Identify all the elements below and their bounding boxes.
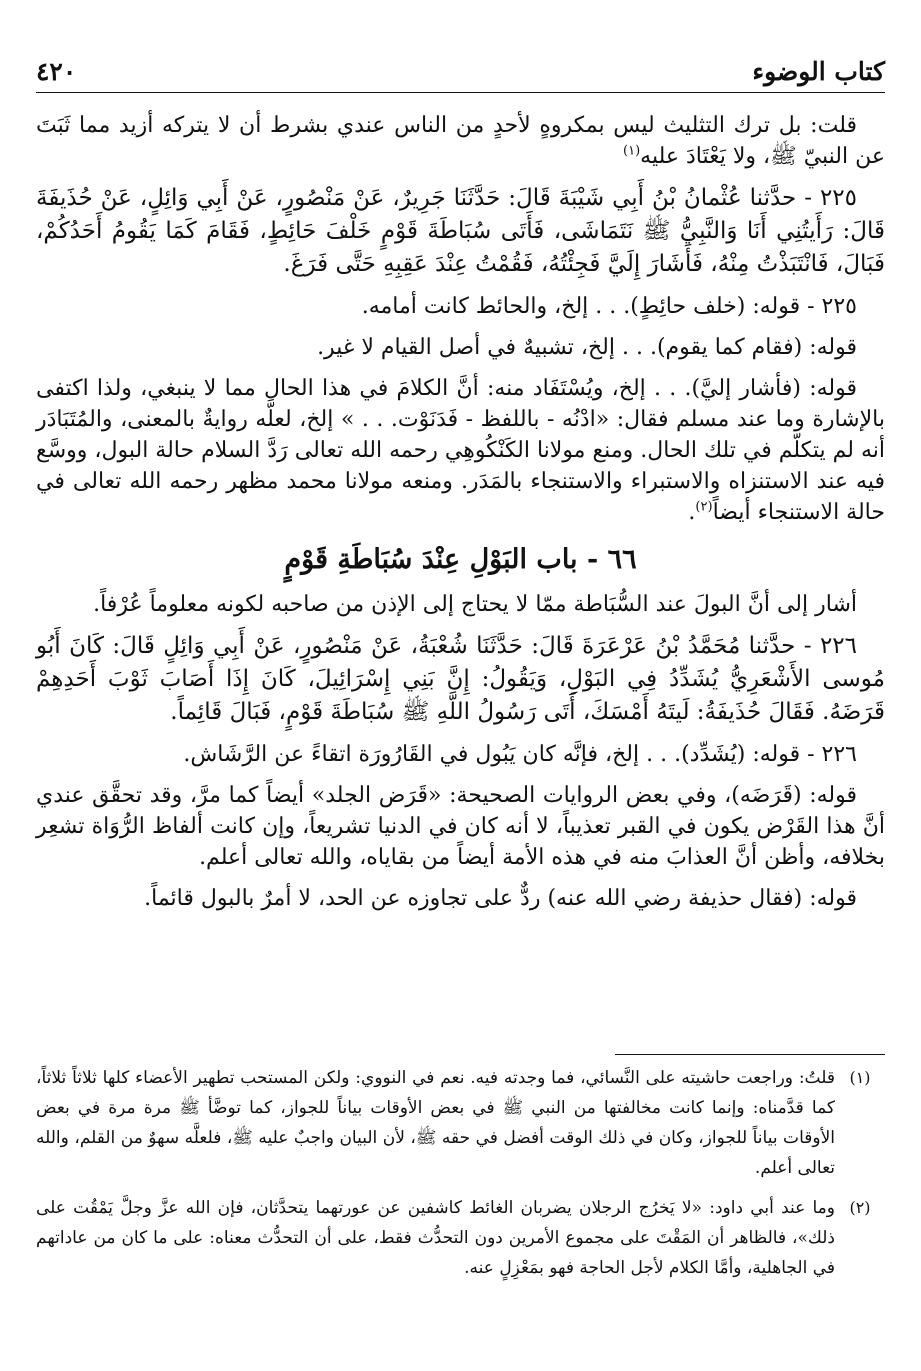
footnote-marker: (٢) [695, 499, 713, 515]
paragraph-text: قوله: (فأشار إليَّ). . . إلخ، ويُسْتَفَاد منه: أنَّ الكلامَ في هذا الحال مما لا ينبغي، ولذا اكتفى بالإشارة وما عند مسلم فقال: «ادْنُه - باللفظ - فَدَنَوْت. . . » إلخ، لعلَّه روايةٌ بالمعنى، والمُتَبَادَر أنه لم يتكلّم في تلك الحال. ومنع مولانا الكَنْكُوهِي رحمه الله تعالى رَدَّ السلام حالة البول، ووسَّع فيه عند الاستنزاه والاستبراء والاستنجاء بالمَدَر. ومنعه مولانا محمد مظهر رحمه الله تعالى في حالة الاستنجاء أيضاً [36, 376, 885, 525]
footnote-item [36, 1063, 885, 1183]
book-title: كتاب الوضوء [752, 57, 885, 86]
paragraph-text: قلت: بل ترك التثليث ليس بمكروهٍ لأحدٍ من الناس عندي بشرط أن لا يتركه أزيد مما ثَبَتَ عن النبيّ ﷺ، ولا يَعْتَادَ عليه [36, 113, 885, 169]
footnote-marker: (١) [623, 143, 641, 159]
hadith-225: ٢٢٥ - حدَّثنا عُثْمانُ بْنُ أَبِي شَيْبَةَ قَالَ: حَدَّثَنَا جَرِيرٌ، عَنْ مَنْصُورٍ، عَنْ أَبِي وَائِلٍ، عَنْ حُذَيفَةَ قَالَ: رَأَيتُنِي أَنَا وَالنَّبِيُّ ﷺ نَتَمَاشَى، فَأَتَى سُبَاطَةَ قَوْمٍ خَلْفَ حَائِطٍ، فَقَامَ كَمَا يَقُومُ أَحَدُكُمْ، فَبَالَ، فَانْتَبَذْتُ مِنْهُ، فَأَشَارَ إِلَيَّ فَجِئْتُهُ، فَقُمْتُ عِنْدَ عَقِبِهِ حَتَّى فَرَغَ. [36, 185, 885, 277]
running-header [36, 52, 885, 93]
commentary-paragraph: ٢٢٦ - قوله: (يُشَدِّد). . . إلخ، فإنَّه كان يَبُول في القَارُورَة اتقاءً عن الرَّشَاش. [183, 742, 857, 767]
commentary-paragraph: قوله: (فقال حذيفة رضي الله عنه) ردٌّ على تجاوزه عن الحد، لا أمرٌ بالبول قائماً. [144, 886, 857, 911]
commentary-paragraph [36, 110, 885, 172]
hadith-226: ٢٢٦ - حدَّثنا مُحَمَّدُ بْنُ عَرْعَرَةَ قَالَ: حَدَّثَنَا شُعْبَةُ، عَنْ مَنْصُورٍ، عَنْ أَبِي وَائِلٍ قَالَ: كَانَ أَبُو مُوسى الأَشْعَرِيُّ يُشَدِّدُ فِي البَوْلِ، وَيَقُولُ: إِنَّ بَنِي إِسْرَائِيلَ، كَانَ إِذَا أَصَابَ ثَوْبَ أَحَدِهِمْ قَرَضَهُ. فَقَالَ حُذَيفَةُ: لَيتَهُ أَمْسَكَ، أَتَى رَسُولُ اللَّهِ ﷺ سُبَاطَةَ قَوْمٍ، فَبَالَ قَائِماً. [36, 633, 885, 725]
footnote-number: (٢) [849, 1198, 871, 1217]
footnote-number: (١) [849, 1068, 871, 1087]
commentary-paragraph: ٢٢٥ - قوله: (خلف حائِطٍ). . . إلخ، والحائط كانت أمامه. [361, 294, 857, 319]
paragraph-tail: . [688, 500, 696, 525]
commentary-paragraph: قوله: (قَرَضَه)، وفي بعض الروايات الصحيحة: «قَرَض الجلد» أيضاً كما مرَّ، وقد تحقَّق عندي أنَّ هذا القَرْض يكون في القبر تعذيباً، لا أنه كان في الدنيا تشريعاً، وإن كانت ألفاظ الرُّوَاة تشعِر بخلافه، وأظن أنَّ العذابَ منه في هذه الأمة أيضاً من بقاياه، والله تعالى أعلم. [36, 783, 885, 870]
commentary-paragraph: أشار إلى أنَّ البولَ عند السُّبَاطة ممّا لا يحتاج إلى الإذن من صاحبه لكونه معلوماً عُرْفاً. [93, 592, 857, 617]
chapter-heading: ٦٦ - باب البَوْلِ عِنْدَ سُبَاطَةِ قَوْمٍ [284, 544, 637, 575]
commentary-paragraph [36, 373, 885, 528]
footnote-item [36, 1193, 885, 1283]
main-text [36, 110, 885, 924]
footnotes [36, 1054, 885, 1293]
footnote-text: قلتُ: وراجعت حاشيته على النَّسائي، فما وجدته فيه. نعم في النووي: ولكن المستحب تطهير الأعضاء كلها ثلاثاً ثلاثاً، كما قدَّمناه: وإنما كانت مخالفتها من النبي ﷺ في بعض الأوقات بياناً للجواز، كما توضَّأ ﷺ مرة مرة في بعض الأوقات بياناً للجواز، وكان في ذلك الوقت أفضل في حقه ﷺ، لأن البيان واجبٌ عليه ﷺ، فلعلَّه سهوٌ من القلم، والله تعالى أعلم. [36, 1068, 835, 1178]
page-number: ٤٢٠ [36, 57, 77, 86]
footnote-divider [615, 1054, 885, 1055]
commentary-paragraph: قوله: (فقام كما يقوم). . . إلخ، تشبيهٌ في أصل القيام لا غير. [317, 335, 857, 360]
footnote-text: وما عند أبي داود: «لا يَخرُج الرجلان يضربان الغائط كاشفين عن عورتهما يتحدَّثان، فإن الله عزَّ وجلَّ يَمْقُت على ذلك»، فالظاهر أن المَقْتَ على مجموع الأمرين دون التحدُّث فقط، على أن التحدُّث معناه: على ما كان من عاداتهم في الجاهلية، وأمَّا الكلام لأجل الحاجة فهو بمَعْزِلٍ عنه. [36, 1198, 835, 1278]
